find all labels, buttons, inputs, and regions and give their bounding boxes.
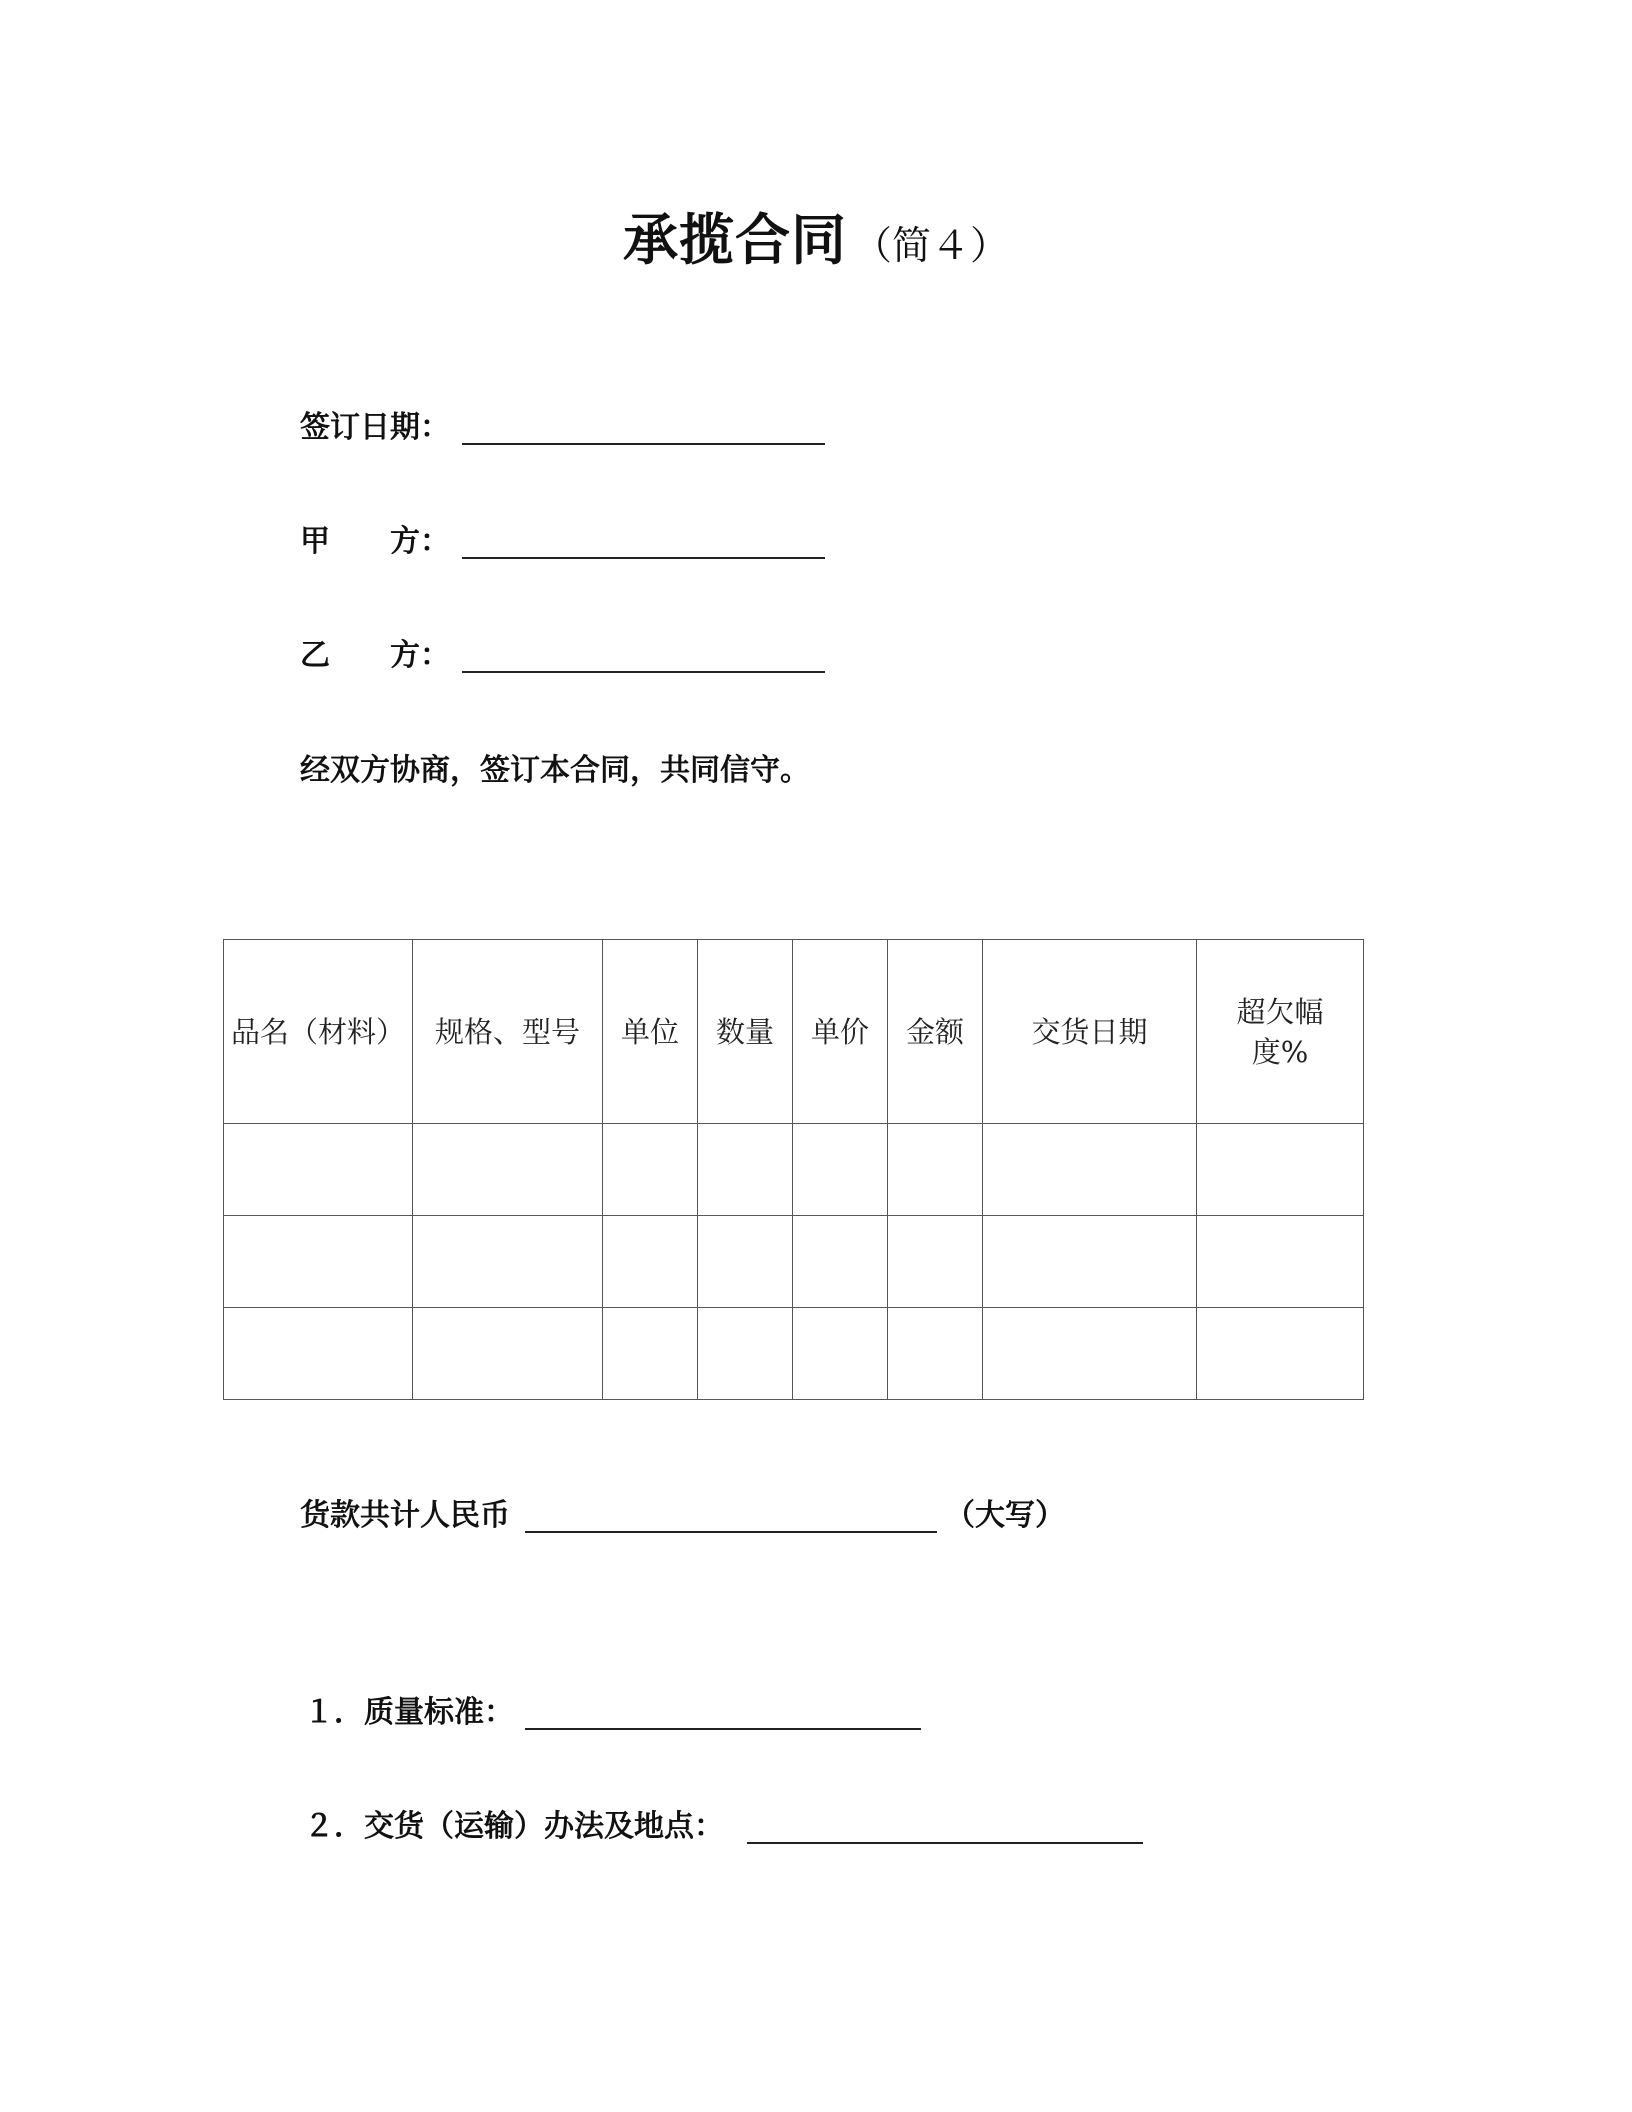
- table-cell[interactable]: [983, 1308, 1197, 1400]
- table-cell[interactable]: [413, 1308, 603, 1400]
- table-cell[interactable]: [698, 1308, 793, 1400]
- table-cell[interactable]: [888, 1124, 983, 1216]
- table-cell[interactable]: [793, 1308, 888, 1400]
- table-cell[interactable]: [224, 1308, 413, 1400]
- clause-quality-blank[interactable]: [525, 1728, 921, 1730]
- header-cell: 金额: [888, 940, 983, 1124]
- table-cell[interactable]: [888, 1216, 983, 1308]
- table-cell[interactable]: [698, 1216, 793, 1308]
- party-a-label: 甲 方：: [300, 524, 450, 559]
- header-cell: 规格、型号: [413, 940, 603, 1124]
- header-cell: 品名（材料）: [224, 940, 413, 1124]
- table-cell[interactable]: [224, 1124, 413, 1216]
- table-cell[interactable]: [603, 1308, 698, 1400]
- title-suffix: （简４）: [853, 224, 1010, 269]
- table-cell[interactable]: [698, 1124, 793, 1216]
- table-cell[interactable]: [1197, 1216, 1364, 1308]
- table-row: [224, 1124, 1364, 1216]
- party-b-blank[interactable]: [462, 671, 825, 673]
- table-cell[interactable]: [413, 1216, 603, 1308]
- payment-amount-blank[interactable]: [525, 1531, 937, 1533]
- table-cell[interactable]: [793, 1216, 888, 1308]
- table-row: [224, 1216, 1364, 1308]
- table-cell[interactable]: [413, 1124, 603, 1216]
- payment-suffix: （大写）: [945, 1498, 1065, 1533]
- table-header-row: [224, 940, 1364, 1124]
- intro-text: 经双方协商，签订本合同，共同信守。: [300, 753, 810, 788]
- clause-delivery-blank[interactable]: [747, 1842, 1143, 1844]
- header-cell: 单位: [603, 940, 698, 1124]
- clause-delivery: ２．交货（运输）办法及地点：: [304, 1809, 724, 1844]
- header-cell: 数量: [698, 940, 793, 1124]
- clause-quality: １．质量标准：: [304, 1695, 514, 1730]
- sign-date-blank[interactable]: [462, 443, 825, 445]
- table-row: [224, 1308, 1364, 1400]
- table-cell[interactable]: [1197, 1308, 1364, 1400]
- table-cell[interactable]: [603, 1124, 698, 1216]
- header-cell: 交货日期: [983, 940, 1197, 1124]
- table-cell[interactable]: [983, 1216, 1197, 1308]
- table-cell[interactable]: [983, 1124, 1197, 1216]
- party-a-blank[interactable]: [462, 557, 825, 559]
- contract-title: [0, 196, 1632, 275]
- sign-date-label: 签订日期：: [300, 410, 450, 445]
- party-b-label: 乙 方：: [300, 638, 450, 673]
- table-cell[interactable]: [1197, 1124, 1364, 1216]
- goods-table: [223, 939, 1364, 1400]
- title-main: 承揽合同: [622, 208, 847, 272]
- table-cell[interactable]: [224, 1216, 413, 1308]
- payment-label: 货款共计人民币: [300, 1498, 510, 1533]
- header-cell: 超欠幅度%: [1197, 940, 1364, 1124]
- table-cell[interactable]: [603, 1216, 698, 1308]
- table-cell[interactable]: [888, 1308, 983, 1400]
- header-cell: 单价: [793, 940, 888, 1124]
- table-cell[interactable]: [793, 1124, 888, 1216]
